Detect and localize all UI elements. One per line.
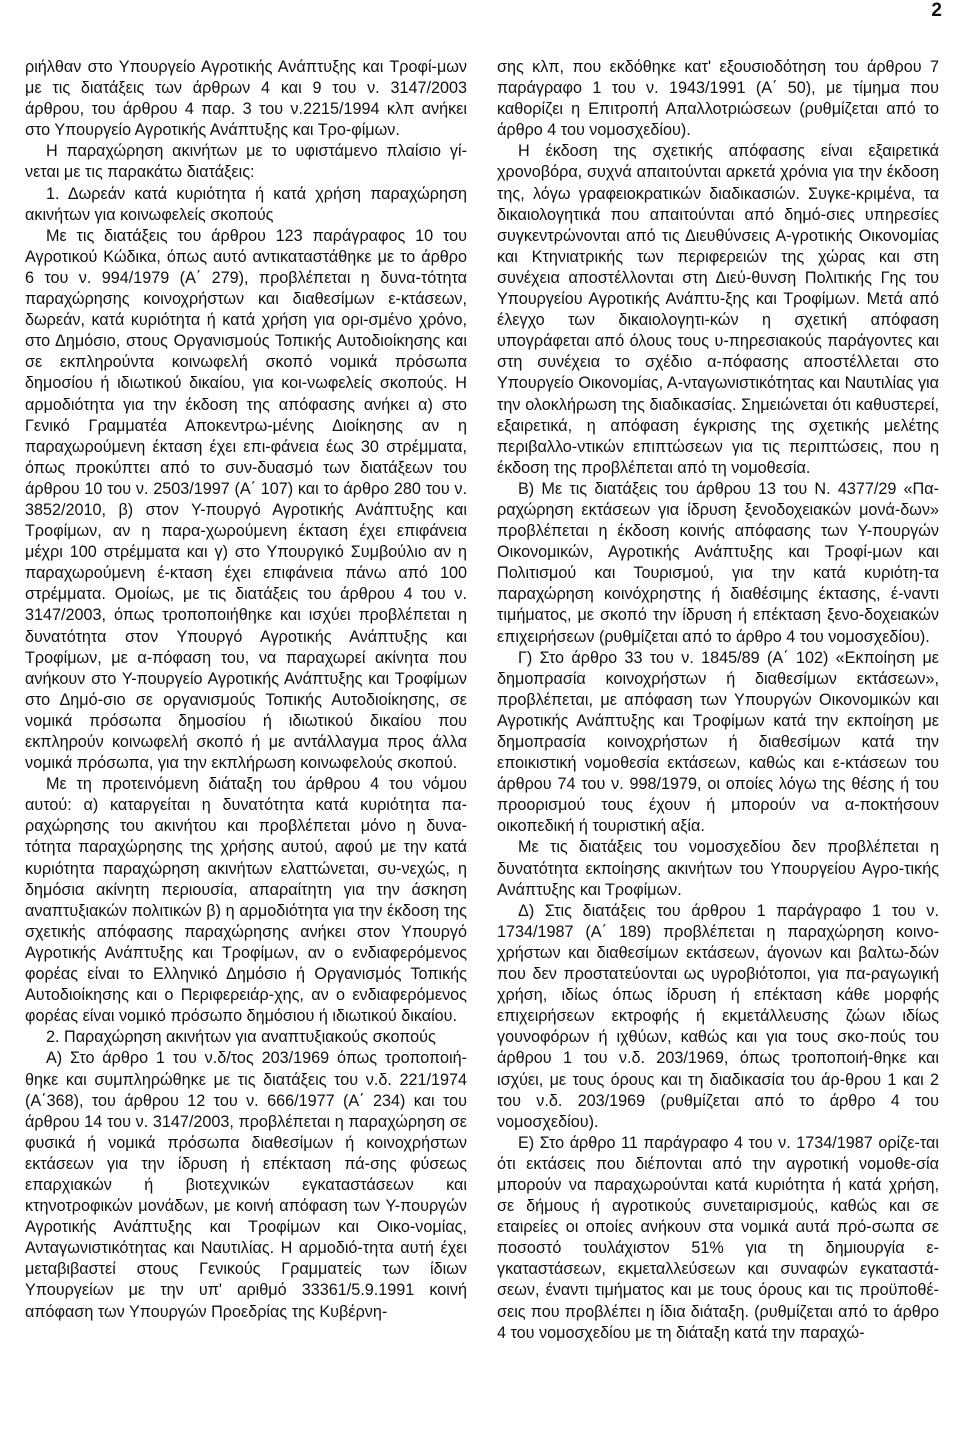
paragraph: Ε) Στο άρθρο 11 παράγραφο 4 του ν. 1734/1987 ορίζε-ται ότι εκτάσεις που διέπονται από την αγροτική νομοθε-σία μπορούν να παραχωρούνται κατά κυριότητα ή κατά χρήση, σε δήμους ή αγροτικούς συνεταιρισμούς, καθώς και σε εταιρείες οι οποίες ανήκουν στα νομικά αυτά πρό-σωπα σε ποσοστό τουλάχιστον 51% για τη δημιουργία ε-γκαταστάσεων, εκμεταλλεύσεων και συναφών εγκαταστά-σεων, έναντι τιμήματος και με τους όρους και τις προϋποθέ-σεις που προβλέπει η ίδια διάταξη. (ρυθμίζεται από το άρθρο 4 του νομοσχεδίου με τη διάταξη κατά την παραχώ-: [497, 1133, 939, 1342]
paragraph: Α) Στο άρθρο 1 του ν.δ/τος 203/1969 όπως τροποποιή-θηκε και συμπληρώθηκε με τις διατάξεις του ν.δ. 221/1974 (Α΄368), του άρθρου 12 του ν. 666/1977 (Α΄ 234) και του άρθρου 14 του ν. 3147/2003, προβλέπεται η παραχώρηση σε φυσικά ή νομικά πρόσωπα διαθεσίμων ή κοινοχρήστων εκτάσεων για την ίδρυση ή επέκταση πά-σης φύσεως επαρχιακών ή βιοτεχνικών εγκαταστάσεων και κτηνοτροφικών μονάδων, με κοινή απόφαση των Υ-πουργών Αγροτικής Ανάπτυξης και Τροφίμων και Οικο-νομίας, Ανταγωνιστικότητας και Ναυτιλίας. Η αρμοδιό-τητα αυτή έχει μεταβιβαστεί στους Γενικούς Γραμματείς των ίδιων Υπουργείων με την υπ' αριθμό 33361/5.9.1991 κοινή απόφαση των Υπουργών Προεδρίας της Κυβέρνη-: [25, 1049, 467, 1321]
page-number: 2: [931, 0, 942, 21]
right-column: [497, 57, 939, 1344]
paragraph: σης κλπ, που εκδόθηκε κατ' εξουσιοδότηση του άρθρου 7 παράγραφο 1 του ν. 1943/1991 (Α΄ 50), με τίμημα που καθορίζει η Επιτροπή Απαλλοτριώσεων (ρυθμίζεται από το άρθρο 4 του νομοσχεδίου).: [497, 58, 939, 140]
left-column: [25, 57, 467, 1323]
paragraph: Δ) Στις διατάξεις του άρθρου 1 παράγραφο 1 του ν. 1734/1987 (Α΄ 189) προβλέπεται η παραχώρηση κοινο-χρήστων και διαθεσίμων εκτάσεων, άγονων και βαλτω-δών που δεν προστατεύονται ως υγροβιότοποι, για πα-ραγωγική χρήση, ιδίως όπως ίδρυση ή επέκταση κάθε μορφής επιχειρήσεων εκτροφής ή εκμετάλλευσης ζώων ιδίως γουνοφόρων ή ιχθύων, καθώς και για τους σκο-πούς του άρθρου 1 του ν.δ. 203/1969, όπως τροποποιή-θηκε και ισχύει, με τους όρους και τη διαδικασία του άρ-θρου 1 και 2 του ν.δ. 203/1969 (ρυθμίζεται από το άρθρο 4 του νομοσχεδίου).: [497, 901, 939, 1131]
paragraph: Γ) Στο άρθρο 33 του ν. 1845/89 (Α΄ 102) «Εκποίηση με δημοπρασία κοινοχρήστων ή διαθεσίμων εκτάσεων», προβλέπεται, με απόφαση των Υπουργών Οικονομικών και Αγροτικής Ανάπτυξης και Τροφίμων κατά την εκποίηση με δημοπρασία κοινοχρήστων ή διαθεσίμων κατά την εποικιστική νομοθεσία εκτάσεων, καθώς και ε-κτάσεων του άρθρου 74 του ν. 998/1979, οι οποίες λόγω της θέσης ή του προορισμού τους έχουν ή μπορούν να α-ποκτήσουν οικοπεδική ή τουριστική αξία.: [497, 648, 939, 836]
paragraph: Με τις διατάξεις του άρθρου 123 παράγραφος 10 του Αγροτικού Κώδικα, όπως αυτό αντικαταστάθηκε με το άρθρο 6 του ν. 994/1979 (Α΄ 279), προβλέπεται η δυνα-τότητα παραχώρησης κοινοχρήστων και διαθεσίμων ε-κτάσεων, δωρεάν, κατά κυριότητα ή κατά χρήση για ορι-σμένο χρόνο, στο Δημόσιο, στους Οργανισμούς Τοπικής Αυτοδιοίκησης και σε εκπληρούντα κοινωφελή σκοπό νομικά πρόσωπα δημοσίου ή ιδιωτικού δικαίου, για κοι-νωφελείς σκοπούς. Η αρμοδιότητα για την έκδοση της απόφασης ανήκει α) στο Γενικό Γραμματέα Αποκεντρω-μένης Διοίκησης αν η παραχωρούμενη έκταση έχει επι-φάνεια έως 30 στρέμματα, όπως προκύπτει από το συν-δυασμό των διατάξεων του άρθρου 10 του ν. 2503/1997 (Α΄ 107) και το άρθρο 280 του ν. 3852/2010, β) στον Υ-πουργό Αγροτικής Ανάπτυξης και Τροφίμων, αν η παρα-χωρούμενη έκταση έχει επιφάνεια μέχρι 100 στρέμματα και γ) στο Υπουργικό Συμβούλιο αν η παραχωρούμενη έ-κταση έχει επιφάνεια πάνω από 100 στρέμματα. Ομοίως, με τις διατάξεις του άρθρου 4 του ν. 3147/2003, όπως τροποποιήθηκε και ισχύει προβλέπεται η δυνατότητα στον Υπουργό Αγροτικής Ανάπτυξης και Τροφίμων, με α-πόφαση του, να παραχωρεί ακίνητα που ανήκουν στο Υ-πουργείο Αγροτικής Ανάπτυξης και Τροφίμων στο Δημό-σιο σε οργανισμούς Τοπικής Αυτοδιοίκησης, σε νομικά πρόσωπα δημοσίου ή ιδιωτικού δικαίου που εκπληρούν κοινωφελή σκοπό ή με αντάλλαγμα προς άλλα νομικά πρόσωπα, για την εκπλήρωση κοινωφελούς σκοπού.: [25, 226, 467, 773]
paragraph: Με τις διατάξεις του νομοσχεδίου δεν προβλέπεται η δυνατότητα εκποίησης ακινήτων του Υπουργείου Αγρο-τικής Ανάπτυξης και Τροφίμων.: [497, 838, 939, 899]
paragraph: Η έκδοση της σχετικής απόφασης είναι εξαιρετικά χρονοβόρα, συχνά απαιτούνται αρκετά χρόνια για την έκδοση της, λόγω γραφειοκρατικών διαδικασιών. Συγκε-κριμένα, τα δικαιολογητικά που απαιτούνται από δημό-σιες υπηρεσίες συγκεντρώνονται από τις Διευθύνσεις Α-γροτικής Οικονομίας και Κτηνιατρικής των περιφερειών της χώρας και στη συνέχεια αποστέλλονται στη Διεύ-θυνση Πολιτικής Γης του Υπουργείου Αγροτικής Ανάπτυ-ξης και Τροφίμων. Μετά από έλεγχο των δικαιολογητι-κών η σχετική απόφαση υπογράφεται από όλους τους υ-πηρεσιακούς παράγοντες και στη συνέχεια το σχέδιο α-πόφασης αποστέλλεται στο Υπουργείο Οικονομίας, Α-νταγωνιστικότητας και Ναυτιλίας για την ολοκλήρωση της διαδικασίας. Σημειώνεται ότι καθυστερεί, εξαιρετικά, η απόφαση έγκρισης της σχετικής μελέτης περιβαλλο-ντικών επιπτώσεων για τις περιπτώσεις, που η έκδοση της προβλέπεται από τη νομοθεσία.: [497, 142, 939, 477]
section-heading: 2. Παραχώρηση ακινήτων για αναπτυξιακούς σκοπούς: [46, 1028, 436, 1047]
paragraph: Η παραχώρηση ακινήτων με το υφιστάμενο πλαίσιο γί-νεται με τις παρακάτω διατάξεις:: [25, 142, 467, 182]
section-heading: 1. Δωρεάν κατά κυριότητα ή κατά χρήση παραχώρηση ακινήτων για κοινωφελείς σκοπούς: [25, 184, 467, 224]
paragraph: Β) Με τις διατάξεις του άρθρου 13 του Ν. 4377/29 «Πα-ραχώρηση εκτάσεων για ίδρυση ξενοδοχειακών μονά-δων» προβλέπεται η έκδοση κοινής απόφασης των Υ-πουργών Οικονομικών, Αγροτικής Ανάπτυξης και Τροφί-μων και Πολιτισμού και Τουρισμού, για την κατά κυριότη-τα παραχώρηση κοινόχρηστης ή διαθέσιμης έκτασης, έ-ναντι τιμήματος, με σκοπό την ίδρυση ή επέκταση ξενο-δοχειακών επιχειρήσεων (ρυθμίζεται από το άρθρο 4 του νομοσχεδίου).: [497, 479, 939, 646]
paragraph: ριήλθαν στο Υπουργείο Αγροτικής Ανάπτυξης και Τροφί-μων με τις διατάξεις των άρθρων 4 και 9 του ν. 3147/2003 άρθρου, του άρθρου 4 παρ. 3 του ν.2215/1994 κλπ ανήκει στο Υπουργείο Αγροτικής Ανάπτυξης και Τρο-φίμων.: [25, 58, 467, 140]
paragraph: Με τη προτεινόμενη διάταξη του άρθρου 4 του νόμου αυτού: α) καταργείται η δυνατότητα κατά κυριότητα πα-ραχώρησης του ακινήτου και προβλέπεται μόνο η δυνα-τότητα παραχώρησης της χρήσης αυτού, αφού με την κατά κυριότητα παραχώρηση ακινήτων ελαττώνεται, συ-νεχώς, η δημόσια ακίνητη περιουσία, απαραίτητη για την άσκηση αναπτυξιακών πολιτικών β) η αρμοδιότητα για την έκδοση της σχετικής απόφασης παραχώρησης ανήκει στον Υπουργό Αγροτικής Ανάπτυξης και Τροφίμων, αν ο ενδιαφερόμενος φορέας είναι το Ελληνικό Δημόσιο ή Οργανισμός Τοπικής Αυτοδιοίκησης και ο Περιφερειάρ-χης, αν ο ενδιαφερόμενος φορέας είναι νομικό πρόσωπο δημόσιου ή ιδιωτικού δικαίου.: [25, 775, 467, 1026]
